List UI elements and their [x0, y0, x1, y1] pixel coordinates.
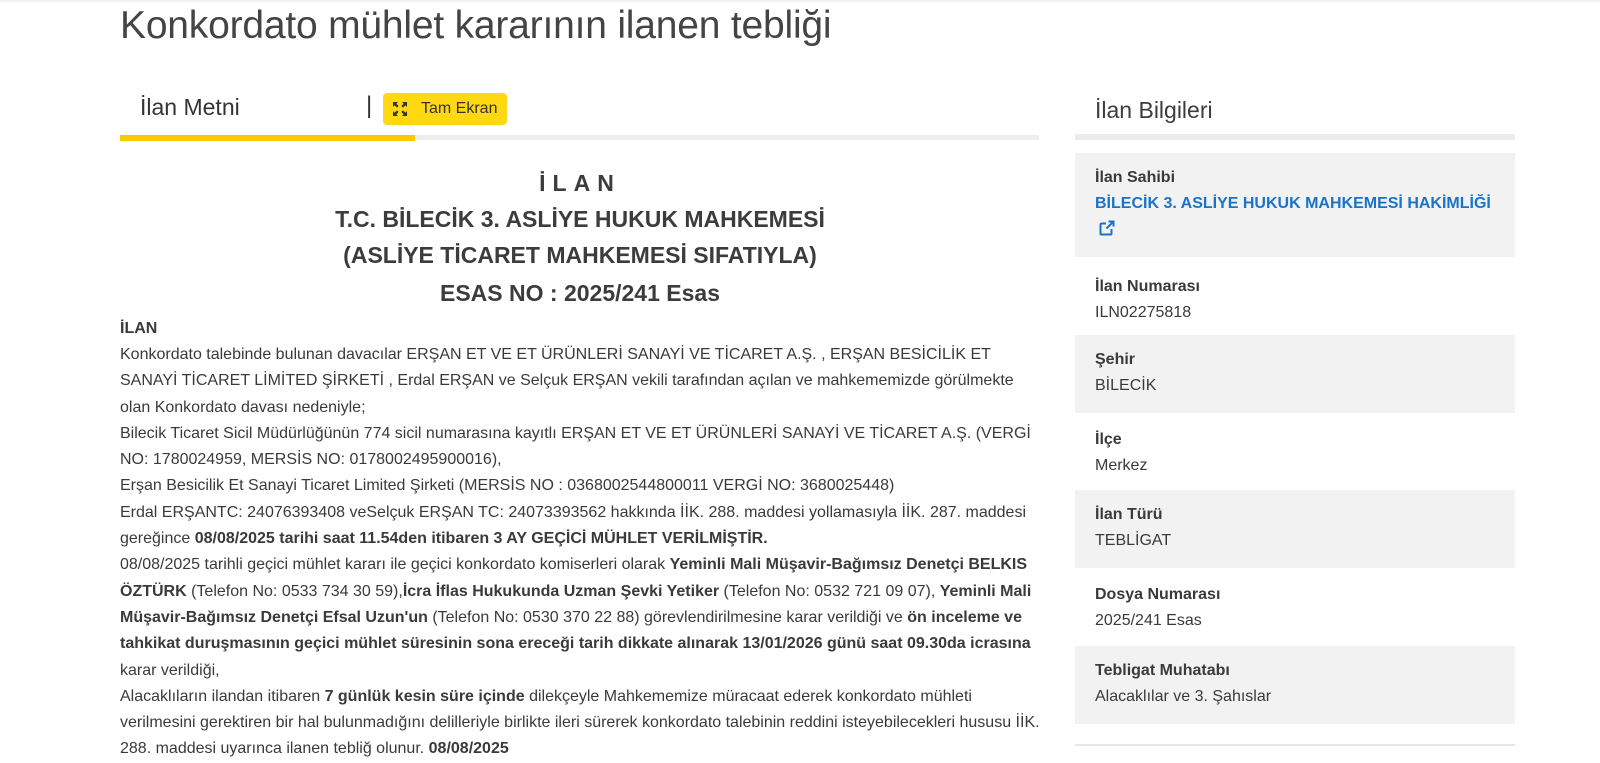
info-card-file	[1075, 570, 1515, 642]
body-text: 08/08/2025 tarihli geçici mühlet kararı ile geçici konkordato komiserleri olarak	[120, 556, 670, 574]
document-heading-court: T.C. BİLECİK 3. ASLİYE HUKUK MAHKEMESİ	[335, 206, 825, 232]
external-link-icon	[1099, 220, 1115, 236]
body-text: (Telefon No: 0530 370 22 88) görevlendirilmesine karar verildiği ve	[427, 608, 908, 626]
top-divider	[0, 0, 1600, 2]
document-body	[120, 342, 1040, 763]
body-bold-text: 08/08/2025	[428, 740, 509, 758]
document-heading-ilan: İLAN	[539, 170, 621, 196]
body-bold-text: İcra İflas Hukukunda Uzman Şevki Yetiker	[402, 582, 720, 600]
district-value: Merkez	[1095, 457, 1148, 474]
city-label: Şehir	[1095, 351, 1136, 368]
body-text: dilekçeyle Mahkememize müracaat ederek konkordato mühleti verilmesini gerektiren bir hal bulunmadığını delilleriyle birlikte ileri sürerek konkordato talebinin reddini isteyebilecekleri hususu İİK. 288. maddesi uyarınca ilanen tebliğ olunur.	[120, 687, 1040, 758]
page-title: Konkordato mühlet kararının ilanen tebliği	[120, 4, 832, 47]
sidebar-title-rule	[1075, 134, 1515, 140]
file-label: Dosya Numarası	[1095, 586, 1221, 603]
number-value: ILN02275818	[1095, 304, 1192, 321]
tab-ilan-metni[interactable]: İlan Metni	[140, 94, 240, 120]
tab-bar	[120, 88, 1039, 142]
expand-arrows-icon	[392, 101, 408, 117]
body-text: Konkordato talebinde bulunan davacılar ERŞAN ET VE ET ÜRÜNLERİ SANAYİ VE TİCARET A.Ş. , ERŞAN BESİCİLİK ET SANAYİ TİCARET LİMİTED ŞİRKETİ , Erdal ERŞAN ve Selçuk ERŞAN vekili tarafından açılan ve mahkememizde görülmekte olan Konkordato davası nedeniyle;	[120, 346, 1014, 416]
body-text: Bilecik Ticaret Sicil Müdürlüğünün 774 sicil numarasına kayıtlı ERŞAN ET VE ET ÜRÜNLERİ SANAYİ VE TİCARET A.Ş. (VERGİ NO: 1780024959, MERSİS NO: 0178002495900016),	[120, 424, 1031, 469]
info-card-number	[1075, 262, 1515, 332]
recipient-label: Tebligat Muhatabı	[1095, 662, 1230, 679]
body-text: Erdal ERŞANTC: 24076393408 veSelçuk ERŞAN TC: 24073393562 hakkında İİK. 288. maddesi yollamasıyla İİK. 287. maddesi gereğince	[120, 503, 1026, 548]
body-text: Erşan Besicilik Et Sanayi Ticaret Limited Şirketi (MERSİS NO : 0368002544800011 VERGİ NO: 3680025448)	[120, 477, 895, 495]
info-card-recipient	[1075, 646, 1515, 724]
type-label: İlan Türü	[1095, 506, 1163, 523]
body-bold-text: Yeminli Mali Müşavir-Bağımsız Denetçi Efsal Uzun'un	[120, 582, 1032, 626]
owner-label: İlan Sahibi	[1095, 169, 1176, 186]
number-label: İlan Numarası	[1095, 278, 1200, 295]
body-text: (Telefon No: 0532 721 09 07),	[719, 582, 940, 600]
announcement-document	[120, 165, 1040, 763]
fullscreen-button[interactable]	[383, 93, 507, 125]
body-text: Alacaklıların ilandan itibaren	[120, 687, 325, 705]
city-value: BİLECİK	[1095, 377, 1157, 394]
owner-link[interactable]	[1095, 191, 1495, 243]
tab-active-indicator	[120, 135, 415, 141]
info-card-district	[1075, 415, 1515, 487]
fullscreen-label: Tam Ekran	[421, 100, 498, 117]
body-text: karar verildiği,	[120, 661, 220, 679]
sidebar-bottom-rule	[1075, 744, 1515, 746]
district-label: İlçe	[1095, 431, 1122, 448]
info-card-owner	[1075, 153, 1515, 257]
body-bold-text: ön inceleme ve tahkikat duruşmasının geçici mühlet süresinin sona ereceği tarih dikkate alınarak 13/01/2026 günü saat 09.30da icrasına	[120, 608, 1031, 653]
body-bold-text: Yeminli Mali Müşavir-Bağımsız Denetçi BELKIS ÖZTÜRK	[120, 556, 1028, 600]
recipient-value: Alacaklılar ve 3. Şahıslar	[1095, 688, 1272, 705]
document-heading-capacity: (ASLİYE TİCARET MAHKEMESİ SIFATIYLA)	[343, 242, 817, 268]
document-heading-case-number: ESAS NO : 2025/241 Esas	[440, 280, 720, 306]
document-subheading: İLAN	[120, 320, 158, 337]
sidebar-title: İlan Bilgileri	[1095, 97, 1213, 123]
type-value: TEBLİGAT	[1095, 532, 1172, 549]
info-card-type	[1075, 490, 1515, 568]
body-text: (Telefon No: 0533 734 30 59),	[186, 582, 403, 600]
body-bold-text: 7 günlük kesin süre içinde	[324, 687, 525, 705]
tab-separator: |	[366, 92, 373, 119]
owner-link-text: BİLECİK 3. ASLİYE HUKUK MAHKEMESİ HAKİMLİĞİ	[1095, 195, 1491, 212]
body-bold-text: 08/08/2025 tarihi saat 11.54den itibaren 3 AY GEÇİCİ MÜHLET VERİLMİŞTİR.	[194, 530, 768, 548]
info-card-city	[1075, 335, 1515, 413]
file-value: 2025/241 Esas	[1095, 612, 1202, 629]
